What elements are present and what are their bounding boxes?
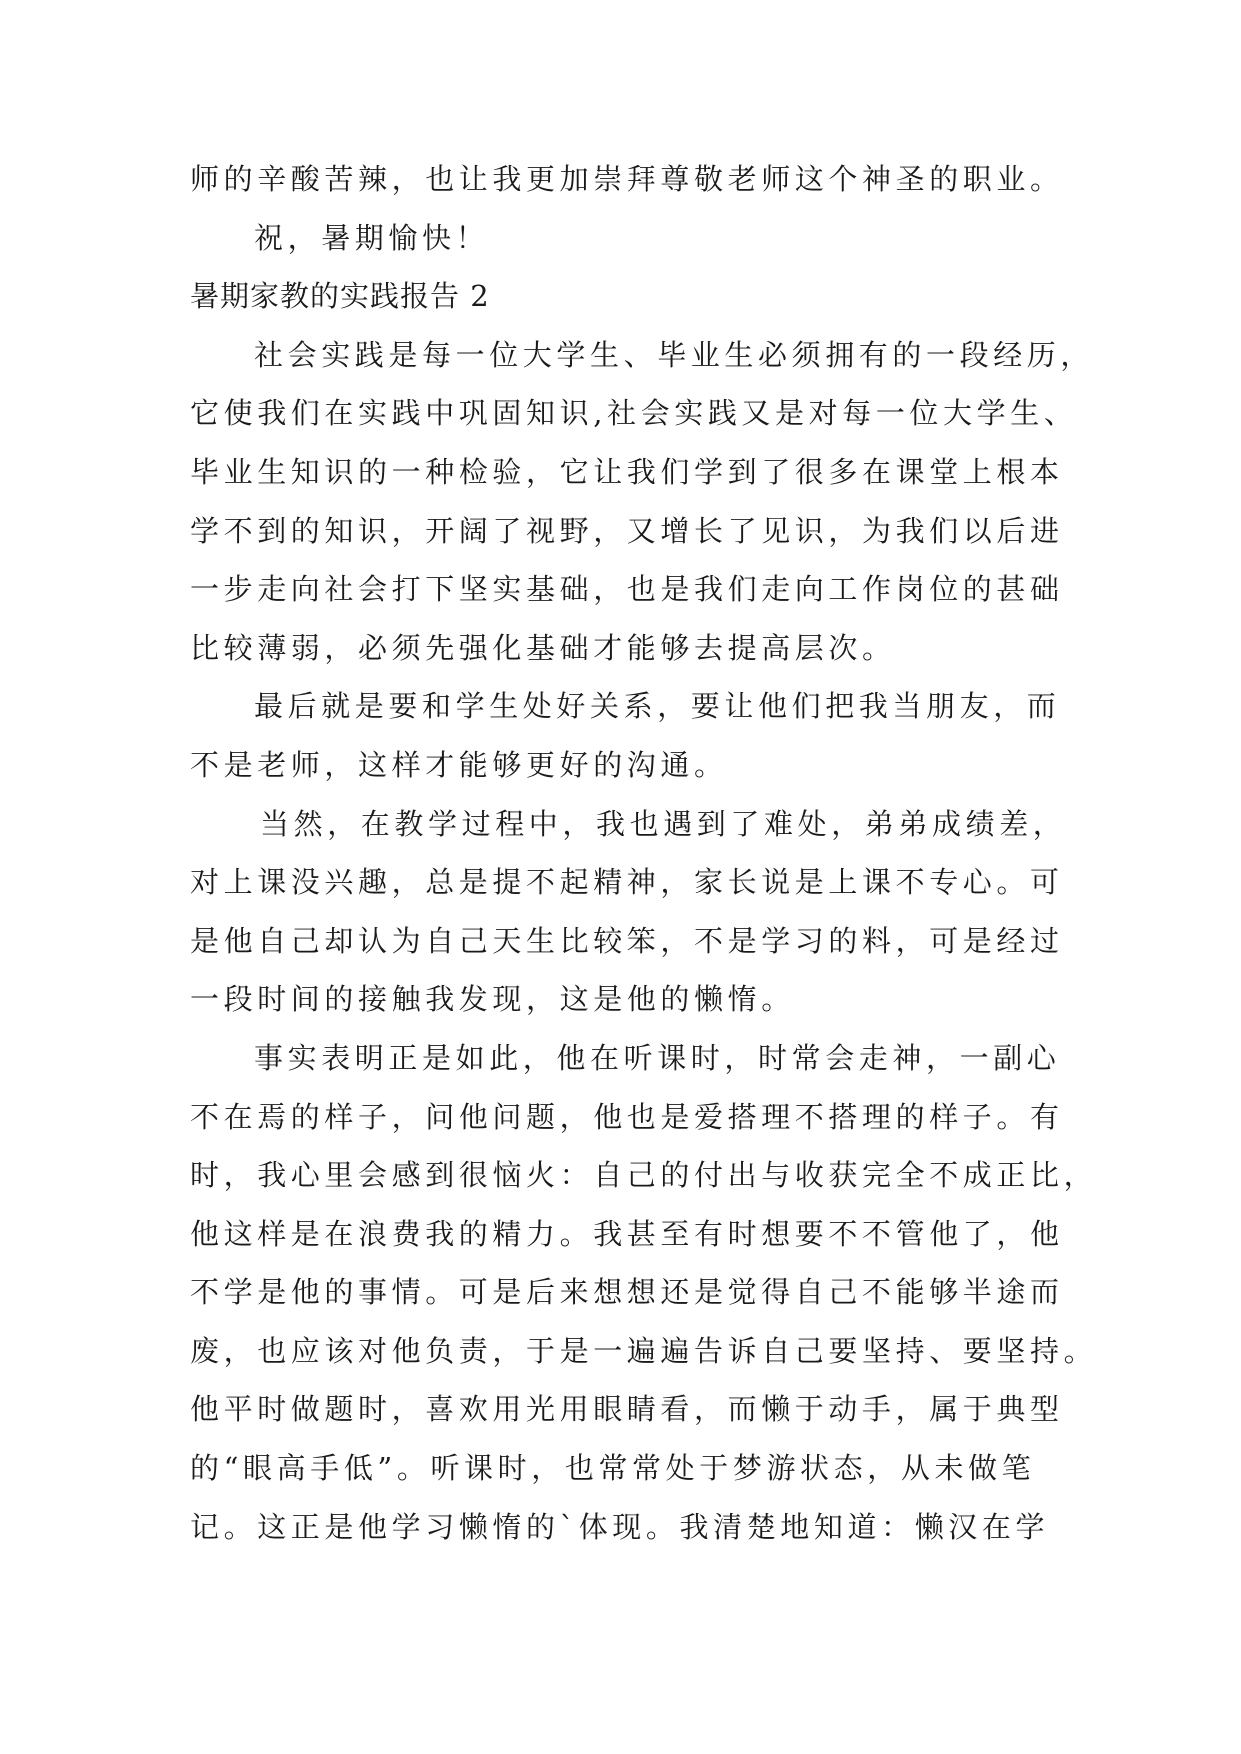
text-line: 的“眼高手低”。听课时，也常常处于梦游状态，从未做笔 — [190, 1451, 1036, 1486]
text-line: 不是老师，这样才能够更好的沟通。 — [190, 747, 728, 782]
text-line: 毕业生知识的一种检验，它让我们学到了很多在课堂上根本 — [190, 454, 1064, 489]
text-line: 时，我心里会感到很恼火：自己的付出与收获完全不成正比， — [190, 1158, 1098, 1193]
text-line: 他这样是在浪费我的精力。我甚至有时想要不不管他了，他 — [190, 1216, 1064, 1251]
text-line: 它使我们在实践中巩固知识,社会实践又是对每一位大学生、 — [190, 396, 1078, 431]
text-line: 师的辛酸苦辣，也让我更加崇拜尊敬老师这个神圣的职业。 — [190, 162, 1064, 196]
text-line: 比较薄弱，必须先强化基础才能够去提高层次。 — [190, 630, 896, 665]
text-line: 一段时间的接触我发现，这是他的懒惰。 — [190, 982, 795, 1017]
document-body — [190, 150, 1098, 1556]
text-line: 对上课没兴趣，总是提不起精神，家长说是上课不专心。可 — [190, 865, 1064, 900]
text-line: 祝，暑期愉快！ — [254, 220, 490, 255]
text-line: 不在焉的样子，问他问题，他也是爱搭理不搭理的样子。有 — [190, 1099, 1064, 1134]
text-line: 不学是他的事情。可是后来想想还是觉得自己不能够半途而 — [190, 1275, 1064, 1310]
text-line: 一步走向社会打下坚实基础，也是我们走向工作岗位的甚础 — [190, 572, 1064, 607]
text-line: 废，也应该对他负责，于是一遍遍告诉自己要坚持、要坚持。 — [190, 1333, 1098, 1368]
section-heading: 暑期家教的实践报告 2 — [190, 279, 490, 314]
text-line: 当然，在教学过程中，我也遇到了难处，弟弟成绩差， — [260, 806, 1067, 841]
text-line: 事实表明正是如此，他在听课时，时常会走神，一副心 — [254, 1040, 1061, 1075]
text-line: 是他自己却认为自己天生比较笨，不是学习的料，可是经过 — [190, 923, 1064, 958]
text-line: 记。这正是他学习懒惰的`体现。我清楚地知道：懒汉在学 — [190, 1509, 1050, 1544]
text-line: 学不到的知识，开阔了视野，又增长了见识，为我们以后进 — [190, 513, 1064, 548]
text-line: 最后就是要和学生处好关系，要让他们把我当朋友，而 — [254, 689, 1061, 724]
text-line: 社会实践是每一位大学生、毕业生必须拥有的一段经历， — [254, 337, 1095, 372]
text-line: 他平时做题时，喜欢用光用眼睛看，而懒于动手，属于典型 — [190, 1392, 1064, 1427]
